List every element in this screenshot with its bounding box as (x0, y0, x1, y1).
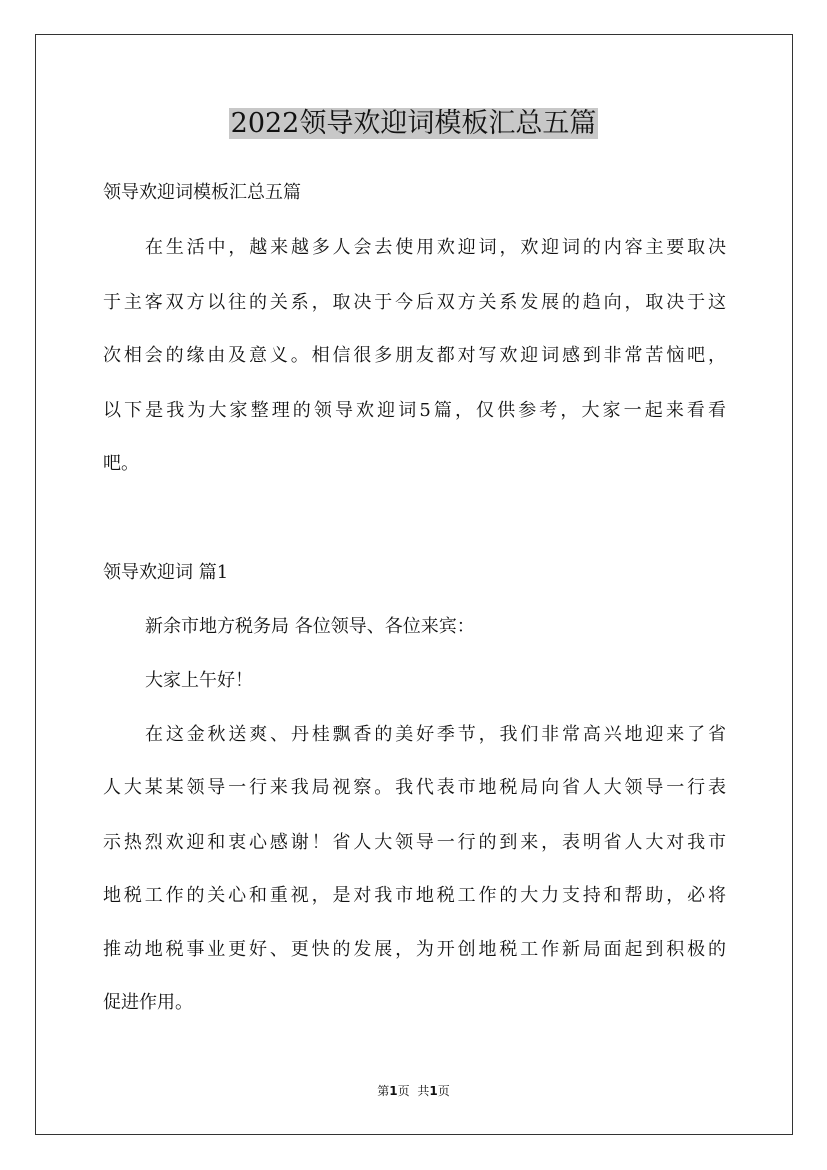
body-line-2: 人大某某领导一行来我局视察。我代表市地税局向省人大领导一行表 (103, 777, 726, 798)
footer-total-suffix: 页 (437, 1084, 450, 1098)
intro-line-4: 以下是我为大家整理的领导欢迎词5篇，仅供参考，大家一起来看看 (103, 400, 726, 421)
intro-line-1: 在生活中，越来越多人会去使用欢迎词，欢迎词的内容主要取决 (145, 237, 726, 258)
page-footer (0, 1083, 827, 1099)
footer-total-prefix: 共 (417, 1084, 430, 1098)
body-line-6: 促进作用。 (103, 992, 193, 1013)
document-title (0, 104, 827, 144)
body-line-3: 示热烈欢迎和衷心感谢！省人大领导一行的到来，表明省人大对我市 (103, 832, 726, 853)
intro-line-2: 于主客双方以往的关系，取决于今后双方关系发展的趋向，取决于这 (103, 292, 726, 313)
org-line: 新余市地方税务局 各位领导、各位来宾： (145, 616, 475, 637)
document-subtitle: 领导欢迎词模板汇总五篇 (103, 182, 301, 203)
body-line-5: 推动地税事业更好、更快的发展，为开创地税工作新局面起到积极的 (103, 939, 726, 960)
footer-page-suffix: 页 (397, 1084, 410, 1098)
footer-page-prefix: 第 (377, 1084, 390, 1098)
intro-line-3: 次相会的缘由及意义。相信很多朋友都对写欢迎词感到非常苦恼吧， (103, 345, 726, 366)
greeting-line: 大家上午好！ (145, 670, 253, 691)
section-heading: 领导欢迎词 篇1 (103, 562, 229, 583)
document-title-text: 2022领导欢迎词模板汇总五篇 (230, 108, 597, 139)
footer-page-number: 1 (389, 1084, 398, 1098)
body-line-1: 在这金秋送爽、丹桂飘香的美好季节，我们非常高兴地迎来了省 (145, 724, 726, 745)
body-line-4: 地税工作的关心和重视，是对我市地税工作的大力支持和帮助，必将 (103, 885, 726, 906)
intro-line-5: 吧。 (103, 453, 139, 474)
footer-total-pages: 1 (429, 1084, 438, 1098)
